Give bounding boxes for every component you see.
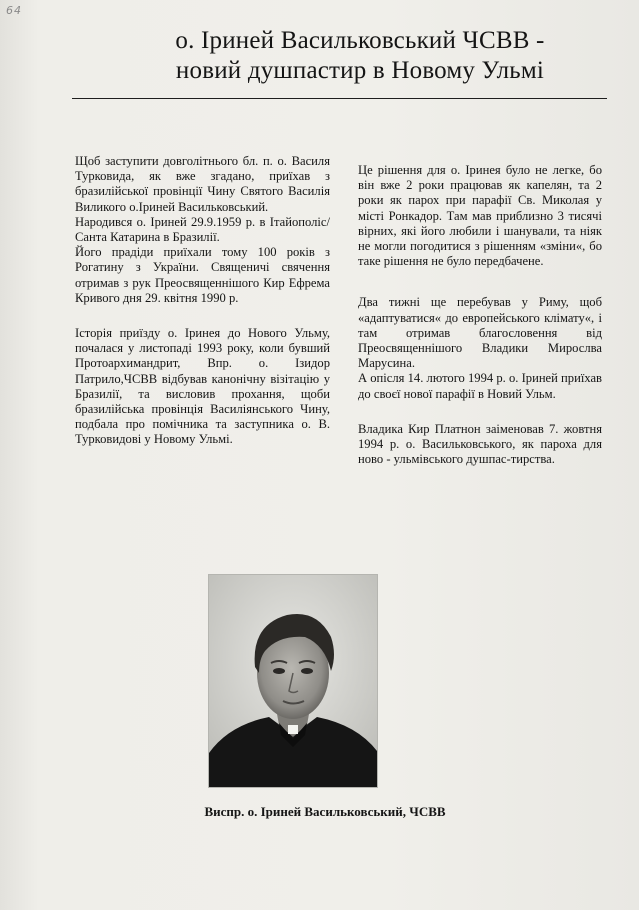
- photo-caption: Виспр. о. Іриней Васильковський, ЧСВВ: [204, 804, 446, 819]
- page-number: 64: [6, 4, 22, 17]
- paragraph: Щоб заступити довголітнього бл. п. о. Василя Турковида, як вже згадано, приїхав з бразилійської провінції Чину Святого Василія Виликого о.Іриней Васильковський.: [75, 154, 330, 214]
- paragraph: Його прадіди приїхали тому 100 років з Рогатину з України. Священичі свячення отримав з рук Преосвященнішого Кир Ефрема Кривого дня 29. квітня 1990 р.: [75, 245, 330, 305]
- title-divider: [72, 98, 607, 99]
- paragraph: Два тижні ще перебував у Риму, щоб «адаптуватися« до европейського клімату«, і там отримав благословення від Преосвященнішого Владики Мирослва Марусина.: [358, 295, 602, 371]
- paragraph: А опісля 14. лютого 1994 р. о. Іриней приїхав до своєї нової парафії в Новий Ульм.: [358, 371, 602, 401]
- left-column: [75, 154, 330, 448]
- title-line-1: о. Іриней Васильковський ЧСВВ -: [175, 27, 545, 54]
- paragraph: Історія приїзду о. Іринея до Нового Ульму, почалася у листопаді 1993 року, коли бувший Протоархимандрит, Впр. о. Ізидор Патрило,ЧСВВ відбував канонічну візітацію у Бразилії, та висловив прохання, щоби бразилійська провінція Василіянського Чину, подбала про помічника та заступника о. В. Турковидові у Новому Ульмі.: [75, 326, 330, 447]
- article-title: [120, 26, 600, 86]
- right-column: [358, 163, 602, 467]
- paragraph: Владика Кир Платнон заіменовав 7. жовтня 1994 р. о. Васильковського, як пароха для ново - ульмівського душпас-тирства.: [358, 421, 602, 467]
- portrait-photo-icon: [209, 575, 377, 787]
- paragraph: Це рішення для о. Іринея було не легке, бо він вже 2 роки працював як капелян, та 2 роки як парох при парафії Св. Миколая у місті Ронкадор. Там мав приблизно 3 тисячі вірних, які його любили і шанували, та ніяк не могли погодитися з рішенням «зміни«, бо таке рішення не було передбачене.: [358, 163, 602, 269]
- portrait-photo: [208, 574, 378, 788]
- title-line-2: новий душпастир в Новому Ульмі: [175, 57, 545, 84]
- paragraph: Народився о. Іриней 29.9.1959 р. в Ітайополіс/Санта Катарина в Бразилії.: [75, 214, 330, 245]
